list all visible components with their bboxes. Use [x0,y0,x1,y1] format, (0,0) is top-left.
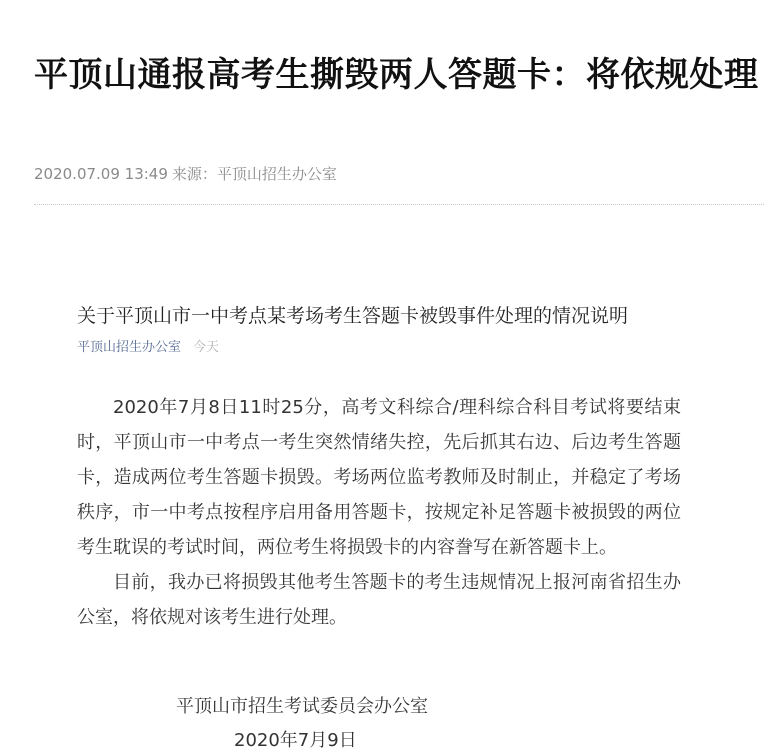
source-label: 来源： [171,165,217,183]
meta-divider [34,204,764,205]
notice-source-line [77,339,219,357]
notice-author-link[interactable]: 平顶山招生办公室 [77,340,182,355]
notice-paragraph: 目前，我办已将损毁其他考生答题卡的考生违规情况上报河南省招生办公室，将依规对该考生进行处理。 [77,572,681,628]
source-name[interactable]: 平顶山招生办公室 [216,165,337,183]
notice-title: 关于平顶山市一中考点某考场考生答题卡被毁事件处理的情况说明 [77,305,629,327]
notice-body [77,390,681,635]
article-meta [34,163,337,185]
signature-org: 平顶山市招生考试委员会办公室 [176,696,428,717]
publish-timestamp: 2020.07.09 13:49 [34,165,168,183]
signature-date: 2020年7月9日 [234,730,357,751]
article-title: 平顶山通报高考生撕毁两人答题卡：将依规处理 [34,54,759,95]
notice-paragraph: 2020年7月8日11时25分，高考文科综合/理科综合科目考试将要结束时，平顶山市一中考点一考生突然情绪失控，先后抓其右边、后边考生答题卡，造成两位考生答题卡损毁。考场两位监考教师及时制止，并稳定了考场秩序，市一中考点按程序启用备用答题卡，按规定补足答题卡被损毁的两位考生耽误的考试时间，两位考生将损毁卡的内容誊写在新答题卡上。 [77,397,681,558]
notice-date: 今天 [193,340,220,355]
